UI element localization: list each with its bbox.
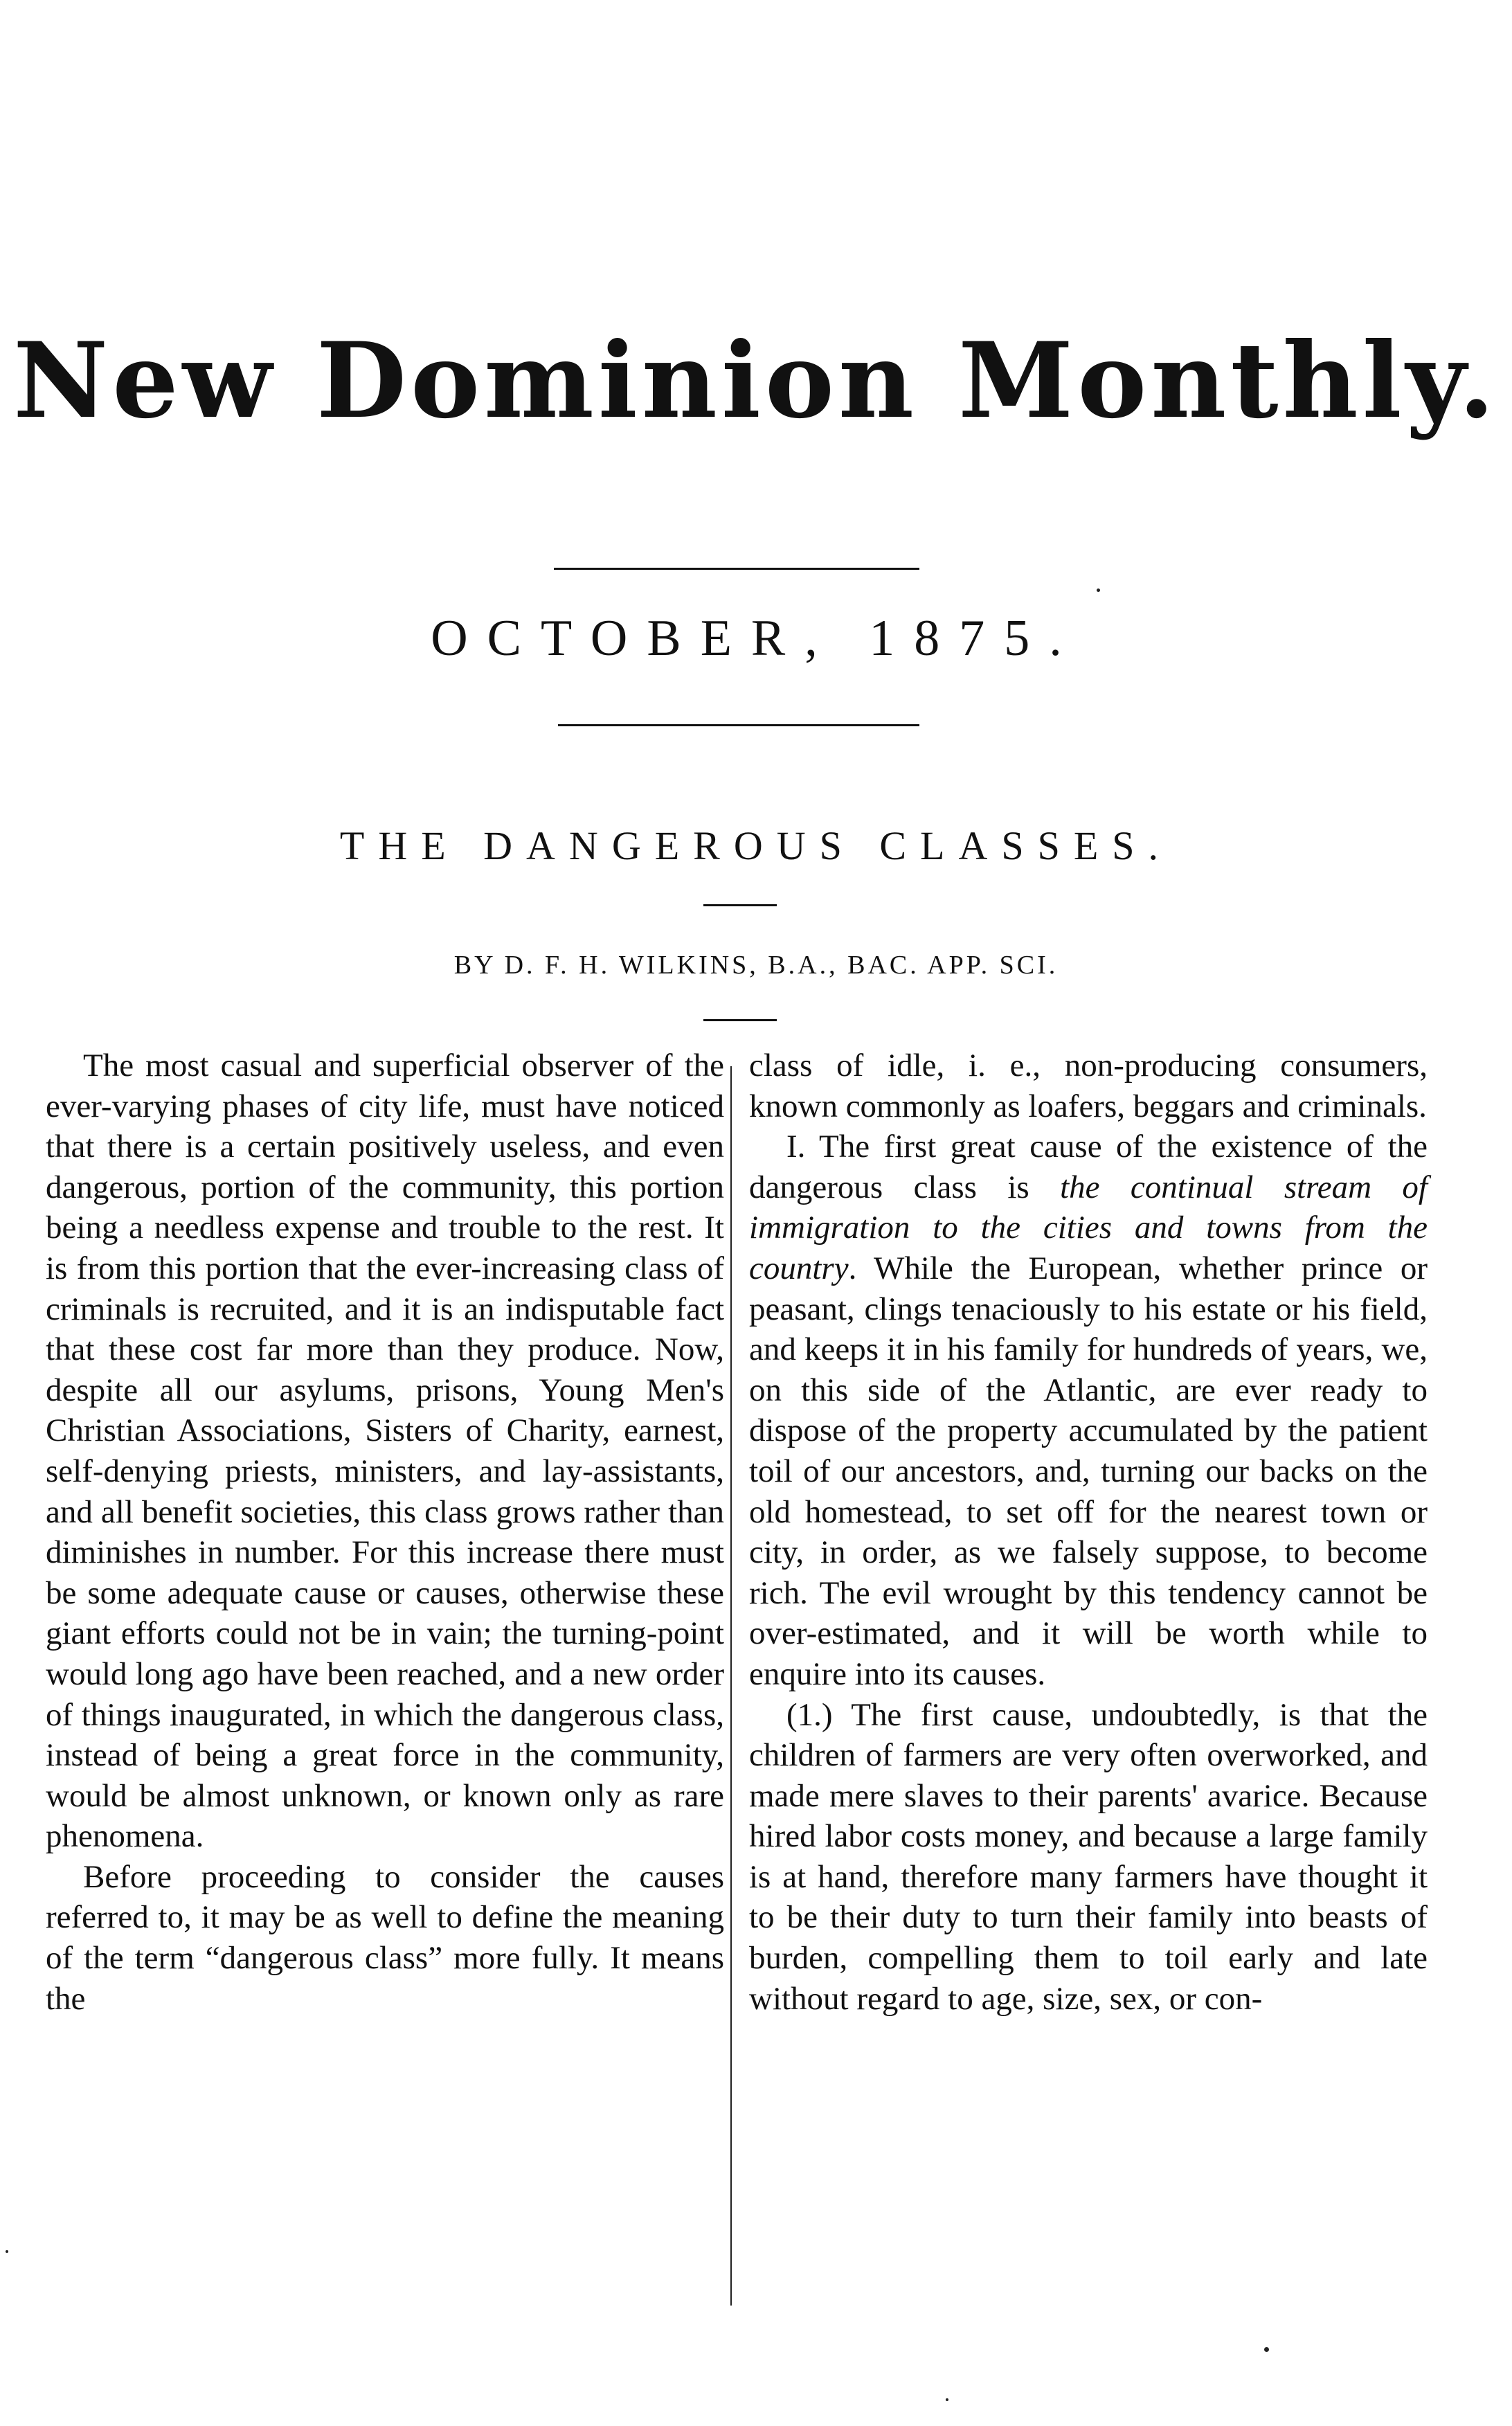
rule-below-date	[558, 724, 919, 726]
article-title: THE DANGEROUS CLASSES.	[339, 823, 1173, 868]
paragraph: (1.) The first cause, undoubtedly, is that the children of farmers are very often overworked, and made mere slaves to their parents' avarice. Because hired labor costs money, and because a large family is at hand, therefore many farmers have thought it to be their duty to turn their family into beasts of burden, compelling them to toil early and late without regard to age, size, sex, or con-	[749, 1696, 1428, 2017]
right-column	[749, 1045, 1428, 2019]
left-column	[46, 1045, 724, 2019]
paragraph: Before proceeding to consider the causes referred to, it may be as well to define the meaning of the term “dangerous class” more fully. It means the	[46, 1858, 724, 2017]
article-byline: BY D. F. H. WILKINS, B.A., BAC. APP. SCI.	[453, 951, 1059, 980]
paragraph-text: . While the European, whether prince or peasant, clings tenaciously to his estate or his field, and keeps it in his family for hundreds of years, we, on this side of the Atlantic, are ever ready to dispose of the property accumulated by the patient toil of our ancestors, and, turning our backs on the old homestead, to set off for the nearest town or city, in order, as we falsely suppose, to become rich. The evil wrought by this tendency cannot be over-estimated, and it will be worth while to enquire into its causes.	[749, 1250, 1428, 1692]
speck	[6, 2250, 8, 2253]
rule-above-date	[554, 568, 919, 570]
rule-below-byline	[703, 1019, 777, 1021]
paragraph	[749, 1126, 1428, 1694]
paragraph-text: I. The first great cause of the existence of the dangerous class is	[749, 1129, 1428, 1205]
speck	[946, 2398, 948, 2401]
column-divider	[730, 1066, 732, 2306]
speck	[1264, 2347, 1269, 2352]
speck	[1097, 588, 1100, 592]
paragraph: The most casual and superficial observer of the ever-varying phases of city life, must have noticed that there is a certain positively useless, and even dangerous, portion of the community, this portion being a needless expense and trouble to the rest. It is from this portion that the ever-increasing class of criminals is recruited, and it is an indisputable fact that these cost far more than they produce. Now, despite all our asylums, prisons, Young Men's Christian Associations, Sisters of Charity, earnest, self-denying priests, ministers, and lay-assistants, and all benefit societies, this class grows rather than diminishes in number. For this increase there must be some adequate cause or causes, otherwise these giant efforts could not be in vain; the turning-point would long ago have been reached, and a new order of things inaugurated, in which the dangerous class, instead of being a great force in the community, would be almost unknown, or known only as rare phenomena.	[46, 1048, 724, 1855]
rule-below-title	[703, 904, 777, 906]
italic-phrase: the continual stream of immigration to the cities and towns from the country	[749, 1169, 1428, 1286]
issue-date: OCTOBER, 1875.	[431, 610, 1081, 667]
paragraph: class of idle, i. e., non-producing consumers, known commonly as loafers, beggars and criminals.	[749, 1048, 1428, 1124]
masthead-title: New Dominion Monthly.	[13, 320, 1499, 442]
